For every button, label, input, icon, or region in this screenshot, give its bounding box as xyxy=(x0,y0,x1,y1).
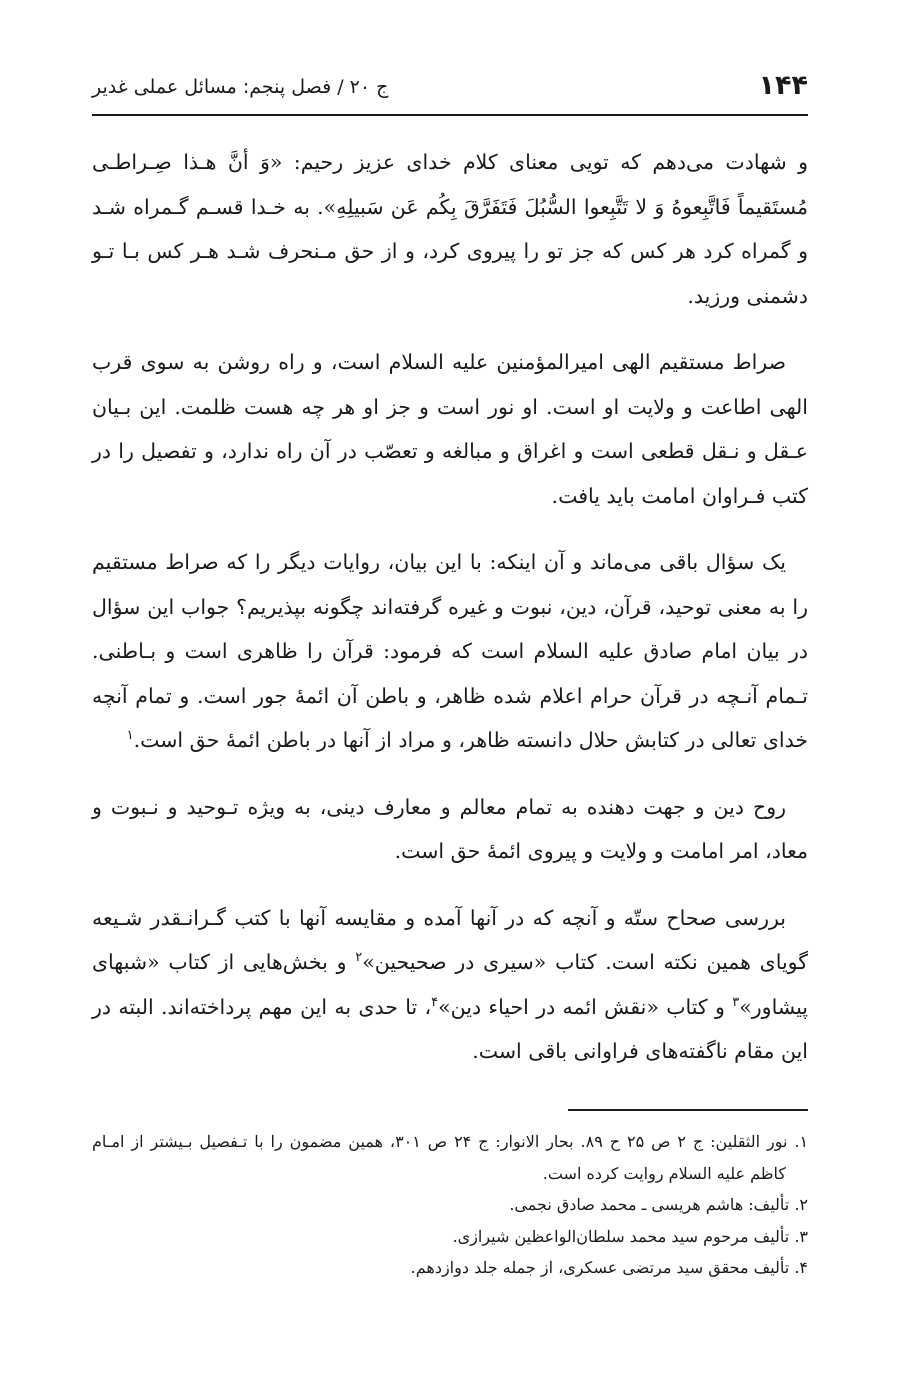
paragraph-5-text-a: بررسی صحاح ستّه و آنچه که در آنها آمده و مقایسه آنها با کتب گـرانـقدر شـیعه گویای همین نکته است. کتاب «سیری در صحیحین» xyxy=(92,905,809,974)
footnote-2: ۲. تألیف: هاشم هریسی ـ محمد صادق نجمی. xyxy=(509,1195,808,1214)
footnote-marker-1[interactable]: ۱ xyxy=(126,728,134,744)
paragraph-5-text-c: و کتاب «نقش ائمه در احیاء دین» xyxy=(438,994,733,1019)
footnotes xyxy=(92,1126,808,1284)
body-text xyxy=(92,140,808,1096)
paragraph-1: و شهادت می‌دهم که تویی معنای کلام خدای عزیز رحیم: «وَ أنَّ هـذا صِـراطـی مُستَقیماً فَاتَّبِعوهُ وَ لا تَتَّبِعوا السُّبُلَ فَتَفَرَّقَ بِکُم عَن سَبیلِهِ». به خـدا قسـم گـمراه شـد و گمراه کرد هر کس که جز تو را پیروی کرد، و از حق مـنحرف شـد هـر کس بـا تـو دشمنی ورزید. xyxy=(92,150,808,308)
paragraph-5 xyxy=(92,896,808,1074)
footnote-marker-2[interactable]: ۲ xyxy=(355,950,363,966)
page-header xyxy=(92,64,808,116)
footnote-divider xyxy=(568,1109,808,1111)
paragraph-4: روح دین و جهت دهنده به تمام معالم و معارف دینی، به ویژه تـوحید و نـبوت و معاد، امر امامت و ولایت و پیروی ائمهٔ حق است. xyxy=(92,794,808,863)
footnote-4: ۴. تألیف محقق سید مرتضی عسکری، از جمله جلد دوازدهم. xyxy=(410,1258,808,1277)
footnote-marker-3[interactable]: ۳ xyxy=(732,994,740,1010)
footnote-marker-4[interactable]: ۴ xyxy=(431,994,439,1010)
paragraph-3-text: یک سؤال باقی می‌ماند و آن اینکه: با این بیان، روایات دیگر را که صراط مستقیم را به معنی توحید، قرآن، دین، نبوت و غیره گرفته‌اند چگونه بپذیریم؟ جواب این سؤال در بیان امام صادق علیه السلام است که فرمود: قرآن را ظاهری است و بـاطنی. تـمام آنـچه در قرآن حرام اعلام شده ظاهر، و باطن آن ائمهٔ جور است. و تمام آنچه خدای تعالی در کتابش حلال دانسته ظاهر، و مراد از آنها در باطن ائمهٔ حق است. xyxy=(92,550,808,752)
paragraph-3 xyxy=(92,540,808,763)
paragraph-2: صراط مستقیم الهی امیرالمؤمنین علیه السلام است، و راه روشن به سوی قرب الهی اطاعت و ولایت او است. او نور است و جز او هر چه هست ظلمت. این بـیان عـقل و نـقل قطعی است و اغراق و مبالغه و تعصّب در آن راه ندارد، و تفصیل را در کتب فـراوان امامت باید یافت. xyxy=(92,350,808,508)
footnote-3: ۳. تألیف مرحوم سید محمد سلطان‌الواعظین شیرازی. xyxy=(452,1226,808,1246)
footnote-1: ۱. نور الثقلین: ج ۲ ص ۲۵ ح ۸۹. بحار الانوار: ج ۲۴ ص ۳۰۱، همین مضمون را با تـفصیل بـیشتر از امـام کاظم علیه السلام روایت کرده است. xyxy=(92,1132,809,1183)
paragraph-5-text-b: و بخش‌هایی از کتاب «شبهای پیشاور» xyxy=(92,950,809,1019)
paragraph-5-text-d: ، تا حدی به این مهم پرداخته‌اند. البته در این مقام ناگفته‌های فراوانی باقی است. xyxy=(92,994,808,1063)
page-number: ۱۴۴ xyxy=(758,70,808,101)
running-title: ج ۲۰ / فصل پنجم: مسائل عملی غدیر xyxy=(92,76,389,98)
